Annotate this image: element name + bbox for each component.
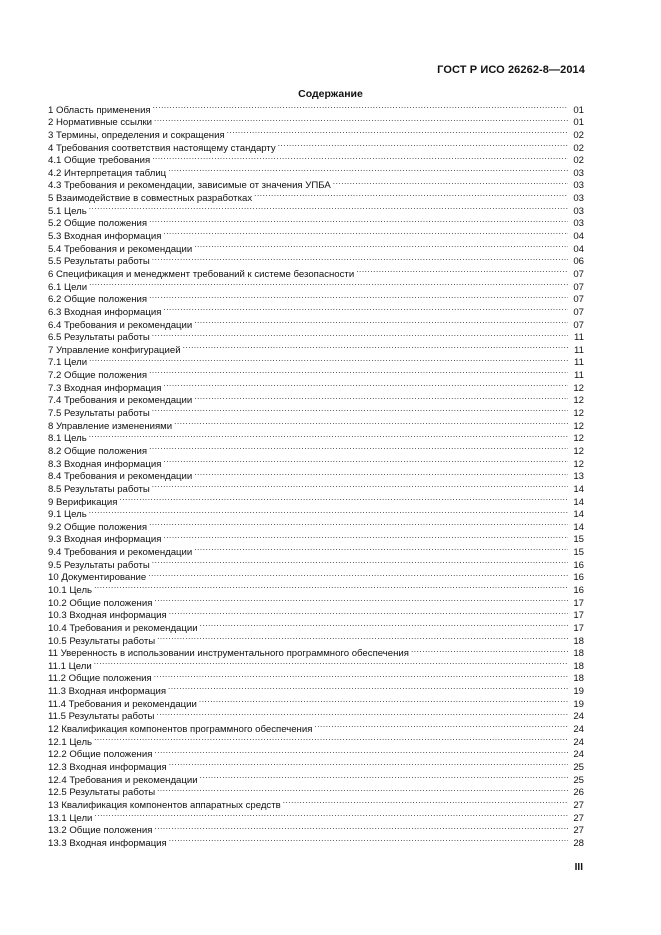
toc-entry-page: 18 bbox=[573, 635, 584, 647]
toc-entry-page: 18 bbox=[573, 648, 584, 660]
toc-entry-page: 25 bbox=[573, 761, 584, 773]
toc-entry-page: 14 bbox=[573, 496, 584, 508]
dot-leader bbox=[89, 201, 568, 214]
toc-entry-label: 8.4 Требования и рекомендации bbox=[48, 471, 193, 483]
toc-entry-page: 24 bbox=[573, 711, 584, 723]
toc-entry-page: 27 bbox=[573, 825, 584, 837]
toc-entry-page: 16 bbox=[573, 584, 584, 596]
toc-entry[interactable] bbox=[48, 441, 584, 457]
toc-entry-label: 3 Термины, определения и сокращения bbox=[48, 129, 225, 141]
toc-entry-label: 5.5 Результаты работы bbox=[48, 256, 150, 268]
toc-entry[interactable] bbox=[48, 593, 584, 609]
toc-entry-label: 10.4 Требования и рекомендации bbox=[48, 622, 198, 634]
dot-leader bbox=[200, 618, 568, 631]
toc-entry-page: 25 bbox=[573, 774, 584, 786]
toc-entry-label: 5.1 Цель bbox=[48, 205, 87, 217]
toc-entry-label: 2 Нормативные ссылки bbox=[48, 117, 153, 129]
dot-leader bbox=[169, 833, 568, 846]
toc-entry[interactable] bbox=[48, 821, 584, 837]
toc-entry-label: 5.4 Требования и рекомендации bbox=[48, 243, 193, 255]
toc-entry-page: 17 bbox=[573, 622, 584, 634]
page-number: III bbox=[574, 862, 583, 873]
toc-entry-label: 12.5 Результаты работы bbox=[48, 787, 156, 799]
toc-entry[interactable] bbox=[48, 277, 584, 293]
dot-leader bbox=[163, 302, 568, 315]
toc-entry-label: 11.4 Требования и рекомендации bbox=[48, 698, 197, 710]
dot-leader bbox=[152, 328, 568, 341]
dot-leader bbox=[154, 821, 568, 834]
toc-entry-page: 14 bbox=[573, 509, 584, 521]
toc-entry-label: 6.5 Результаты работы bbox=[48, 332, 150, 344]
toc-entry-page: 07 bbox=[573, 306, 584, 318]
dot-leader bbox=[94, 656, 568, 669]
dot-leader bbox=[333, 176, 568, 189]
dot-leader bbox=[169, 757, 568, 770]
toc-entry[interactable] bbox=[48, 732, 584, 748]
dot-leader bbox=[153, 100, 568, 113]
toc-entry-label: 8.5 Результаты работы bbox=[48, 483, 150, 495]
toc-entry-page: 03 bbox=[573, 167, 584, 179]
toc-entry-label: 12.4 Требования и рекомендации bbox=[48, 774, 198, 786]
toc-entry-label: 13.3 Входная информация bbox=[48, 837, 167, 849]
toc-entry-label: 5.2 Общие положения bbox=[48, 218, 148, 230]
toc-entry-page: 24 bbox=[573, 724, 584, 736]
toc-entry-label: 12 Квалификация компонентов программного обеспечения bbox=[48, 724, 313, 736]
toc-entry-page: 07 bbox=[573, 294, 584, 306]
dot-leader bbox=[149, 517, 568, 530]
toc-entry-label: 13.1 Цели bbox=[48, 812, 93, 824]
dot-leader bbox=[148, 568, 568, 581]
document-header: ГОСТ Р ИСО 26262-8—2014 bbox=[437, 64, 585, 76]
toc-entry-label: 7.4 Требования и рекомендации bbox=[48, 395, 193, 407]
toc-entry[interactable] bbox=[48, 505, 584, 521]
toc-entry-label: 6 Спецификация и менеджмент требований к системе безопасности bbox=[48, 268, 355, 280]
toc-entry-page: 11 bbox=[574, 357, 584, 369]
dot-leader bbox=[183, 340, 568, 353]
toc-entry-page: 02 bbox=[573, 155, 584, 167]
toc-entry-label: 13.2 Общие положения bbox=[48, 825, 153, 837]
toc-entry-label: 10.5 Результаты работы bbox=[48, 635, 156, 647]
toc-entry-label: 11.3 Входная информация bbox=[48, 686, 167, 698]
dot-leader bbox=[149, 290, 568, 303]
dot-leader bbox=[168, 681, 568, 694]
toc-entry[interactable] bbox=[48, 100, 584, 116]
toc-entry-page: 15 bbox=[573, 534, 584, 546]
toc-entry-label: 6.2 Общие положения bbox=[48, 294, 148, 306]
toc-entry-page: 27 bbox=[573, 799, 584, 811]
dot-leader bbox=[227, 125, 568, 138]
dot-leader bbox=[168, 163, 568, 176]
toc-entry-page: 04 bbox=[573, 243, 584, 255]
toc-entry[interactable] bbox=[48, 492, 584, 508]
toc-entry-label: 8.2 Общие положения bbox=[48, 445, 148, 457]
toc-entry-label: 11.1 Цели bbox=[48, 660, 92, 672]
toc-entry-label: 9.1 Цель bbox=[48, 509, 87, 521]
dot-leader bbox=[154, 113, 568, 126]
toc-entry-label: 8.1 Цель bbox=[48, 433, 87, 445]
toc-entry-label: 7 Управление конфигурацией bbox=[48, 344, 181, 356]
toc-entry-label: 4 Требования соответствия настоящему стандарту bbox=[48, 142, 276, 154]
dot-leader bbox=[194, 542, 568, 555]
toc-entry-label: 1 Область применения bbox=[48, 104, 151, 116]
dot-leader bbox=[254, 188, 568, 201]
dot-leader bbox=[169, 606, 568, 619]
dot-leader bbox=[199, 694, 568, 707]
toc-entry-page: 19 bbox=[573, 698, 584, 710]
dot-leader bbox=[163, 226, 568, 239]
dot-leader bbox=[157, 631, 568, 644]
toc-entry-page: 03 bbox=[573, 180, 584, 192]
dot-leader bbox=[194, 391, 568, 404]
toc-entry-label: 6.1 Цели bbox=[48, 281, 88, 293]
dot-leader bbox=[89, 505, 568, 518]
toc-entry-page: 03 bbox=[573, 193, 584, 205]
toc-entry-label: 4.2 Интерпретация таблиц bbox=[48, 167, 167, 179]
toc-entry[interactable] bbox=[48, 808, 584, 824]
toc-entry[interactable] bbox=[48, 353, 584, 369]
dot-leader bbox=[94, 580, 568, 593]
dot-leader bbox=[163, 454, 568, 467]
toc-entry-page: 19 bbox=[573, 686, 584, 698]
toc-entry-label: 6.3 Входная информация bbox=[48, 306, 162, 318]
dot-leader bbox=[89, 277, 568, 290]
toc-entry-label: 4.1 Общие требования bbox=[48, 155, 151, 167]
dot-leader bbox=[314, 719, 568, 732]
toc-entry[interactable] bbox=[48, 656, 584, 672]
dot-leader bbox=[163, 378, 568, 391]
toc-entry-page: 12 bbox=[573, 395, 584, 407]
toc-entry-page: 18 bbox=[573, 660, 584, 672]
toc-entry-label: 9.3 Входная информация bbox=[48, 534, 162, 546]
toc-entry-label: 7.5 Результаты работы bbox=[48, 408, 150, 420]
toc-entry[interactable] bbox=[48, 290, 584, 306]
dot-leader bbox=[174, 416, 568, 429]
toc-entry-label: 12.1 Цель bbox=[48, 736, 93, 748]
dot-leader bbox=[154, 669, 568, 682]
dot-leader bbox=[163, 530, 568, 543]
toc-entry-label: 10.2 Общие положения bbox=[48, 597, 153, 609]
dot-leader bbox=[94, 732, 568, 745]
toc-entry[interactable] bbox=[48, 429, 584, 445]
dot-leader bbox=[278, 138, 568, 151]
toc-entry-label: 8 Управление изменениями bbox=[48, 420, 173, 432]
toc-entry-page: 17 bbox=[573, 610, 584, 622]
toc-entry-page: 28 bbox=[573, 837, 584, 849]
toc-entry-page: 14 bbox=[573, 483, 584, 495]
toc-entry-page: 18 bbox=[573, 673, 584, 685]
dot-leader bbox=[152, 403, 568, 416]
toc-entry[interactable] bbox=[48, 517, 584, 533]
dot-leader bbox=[152, 151, 568, 164]
toc-entry-page: 07 bbox=[573, 319, 584, 331]
toc-entry-page: 26 bbox=[573, 787, 584, 799]
toc-entry-page: 24 bbox=[573, 736, 584, 748]
toc-entry-page: 12 bbox=[573, 458, 584, 470]
toc-entry-page: 12 bbox=[573, 382, 584, 394]
toc-entry-label: 8.3 Входная информация bbox=[48, 458, 162, 470]
dot-leader bbox=[152, 252, 568, 265]
toc-entry-label: 6.4 Требования и рекомендации bbox=[48, 319, 193, 331]
table-of-contents bbox=[48, 100, 584, 849]
dot-leader bbox=[94, 808, 568, 821]
toc-entry-label: 12.3 Входная информация bbox=[48, 761, 167, 773]
dot-leader bbox=[194, 239, 568, 252]
toc-entry-label: 13 Квалификация компонентов аппаратных средств bbox=[48, 799, 281, 811]
dot-leader bbox=[157, 783, 568, 796]
toc-entry-label: 5 Взаимодействие в совместных разработках bbox=[48, 193, 253, 205]
toc-entry-page: 16 bbox=[573, 559, 584, 571]
toc-entry-page: 12 bbox=[573, 445, 584, 457]
toc-entry-label: 9 Верификация bbox=[48, 496, 118, 508]
toc-entry-label: 9.4 Требования и рекомендации bbox=[48, 547, 193, 559]
dot-leader bbox=[411, 644, 568, 657]
toc-entry-page: 24 bbox=[573, 749, 584, 761]
toc-entry[interactable] bbox=[48, 201, 584, 217]
toc-entry-page: 03 bbox=[573, 205, 584, 217]
dot-leader bbox=[149, 365, 568, 378]
toc-entry-page: 13 bbox=[573, 471, 584, 483]
toc-entry-label: 11.2 Общие положения bbox=[48, 673, 152, 685]
toc-entry-page: 01 bbox=[573, 104, 584, 116]
dot-leader bbox=[200, 770, 568, 783]
dot-leader bbox=[152, 479, 568, 492]
toc-entry-label: 10.1 Цель bbox=[48, 584, 93, 596]
toc-entry-page: 11 bbox=[574, 332, 584, 344]
toc-entry[interactable] bbox=[48, 580, 584, 596]
toc-entry-page: 11 bbox=[574, 370, 584, 382]
dot-leader bbox=[154, 593, 568, 606]
toc-entry-label: 4.3 Требования и рекомендации, зависимые от значения УПБА bbox=[48, 180, 331, 192]
dot-leader bbox=[119, 492, 568, 505]
toc-entry-page: 17 bbox=[573, 597, 584, 609]
toc-entry-label: 9.2 Общие положения bbox=[48, 521, 148, 533]
dot-leader bbox=[89, 353, 568, 366]
toc-entry-page: 02 bbox=[573, 142, 584, 154]
toc-title: Содержание bbox=[298, 88, 363, 100]
toc-entry-page: 01 bbox=[573, 117, 584, 129]
dot-leader bbox=[152, 555, 568, 568]
toc-entry-page: 15 bbox=[573, 547, 584, 559]
toc-entry-page: 06 bbox=[573, 256, 584, 268]
dot-leader bbox=[283, 795, 568, 808]
toc-entry[interactable] bbox=[48, 214, 584, 230]
toc-entry-label: 5.3 Входная информация bbox=[48, 231, 162, 243]
dot-leader bbox=[149, 214, 568, 227]
toc-entry-page: 16 bbox=[573, 572, 584, 584]
toc-entry[interactable] bbox=[48, 745, 584, 761]
toc-entry[interactable] bbox=[48, 365, 584, 382]
dot-leader bbox=[154, 745, 568, 758]
toc-entry-label: 11 Уверенность в использовании инструментального программного обеспечения bbox=[48, 648, 409, 660]
toc-entry-page: 12 bbox=[573, 433, 584, 445]
toc-entry-label: 7.2 Общие положения bbox=[48, 370, 148, 382]
dot-leader bbox=[356, 264, 568, 277]
toc-entry-page: 07 bbox=[573, 281, 584, 293]
dot-leader bbox=[89, 429, 568, 442]
dot-leader bbox=[194, 467, 568, 480]
dot-leader bbox=[194, 315, 568, 328]
toc-entry-page: 04 bbox=[573, 231, 584, 243]
toc-entry[interactable] bbox=[48, 669, 584, 685]
toc-entry-page: 03 bbox=[573, 218, 584, 230]
toc-entry-label: 7.3 Входная информация bbox=[48, 382, 162, 394]
toc-entry-page: 02 bbox=[573, 129, 584, 141]
toc-entry-page: 07 bbox=[573, 268, 584, 280]
toc-entry-page: 11 bbox=[574, 344, 584, 356]
toc-entry-label: 12.2 Общие положения bbox=[48, 749, 153, 761]
toc-entry-label: 7.1 Цели bbox=[48, 357, 88, 369]
toc-entry-label: 11.5 Результаты работы bbox=[48, 711, 155, 723]
toc-entry-label: 10.3 Входная информация bbox=[48, 610, 167, 622]
toc-entry-page: 12 bbox=[573, 420, 584, 432]
toc-entry-label: 9.5 Результаты работы bbox=[48, 559, 150, 571]
toc-entry-page: 12 bbox=[573, 408, 584, 420]
toc-entry-page: 14 bbox=[573, 521, 584, 533]
dot-leader bbox=[149, 441, 568, 454]
toc-entry-label: 10 Документирование bbox=[48, 572, 147, 584]
dot-leader bbox=[156, 707, 568, 720]
toc-entry-page: 27 bbox=[573, 812, 584, 824]
